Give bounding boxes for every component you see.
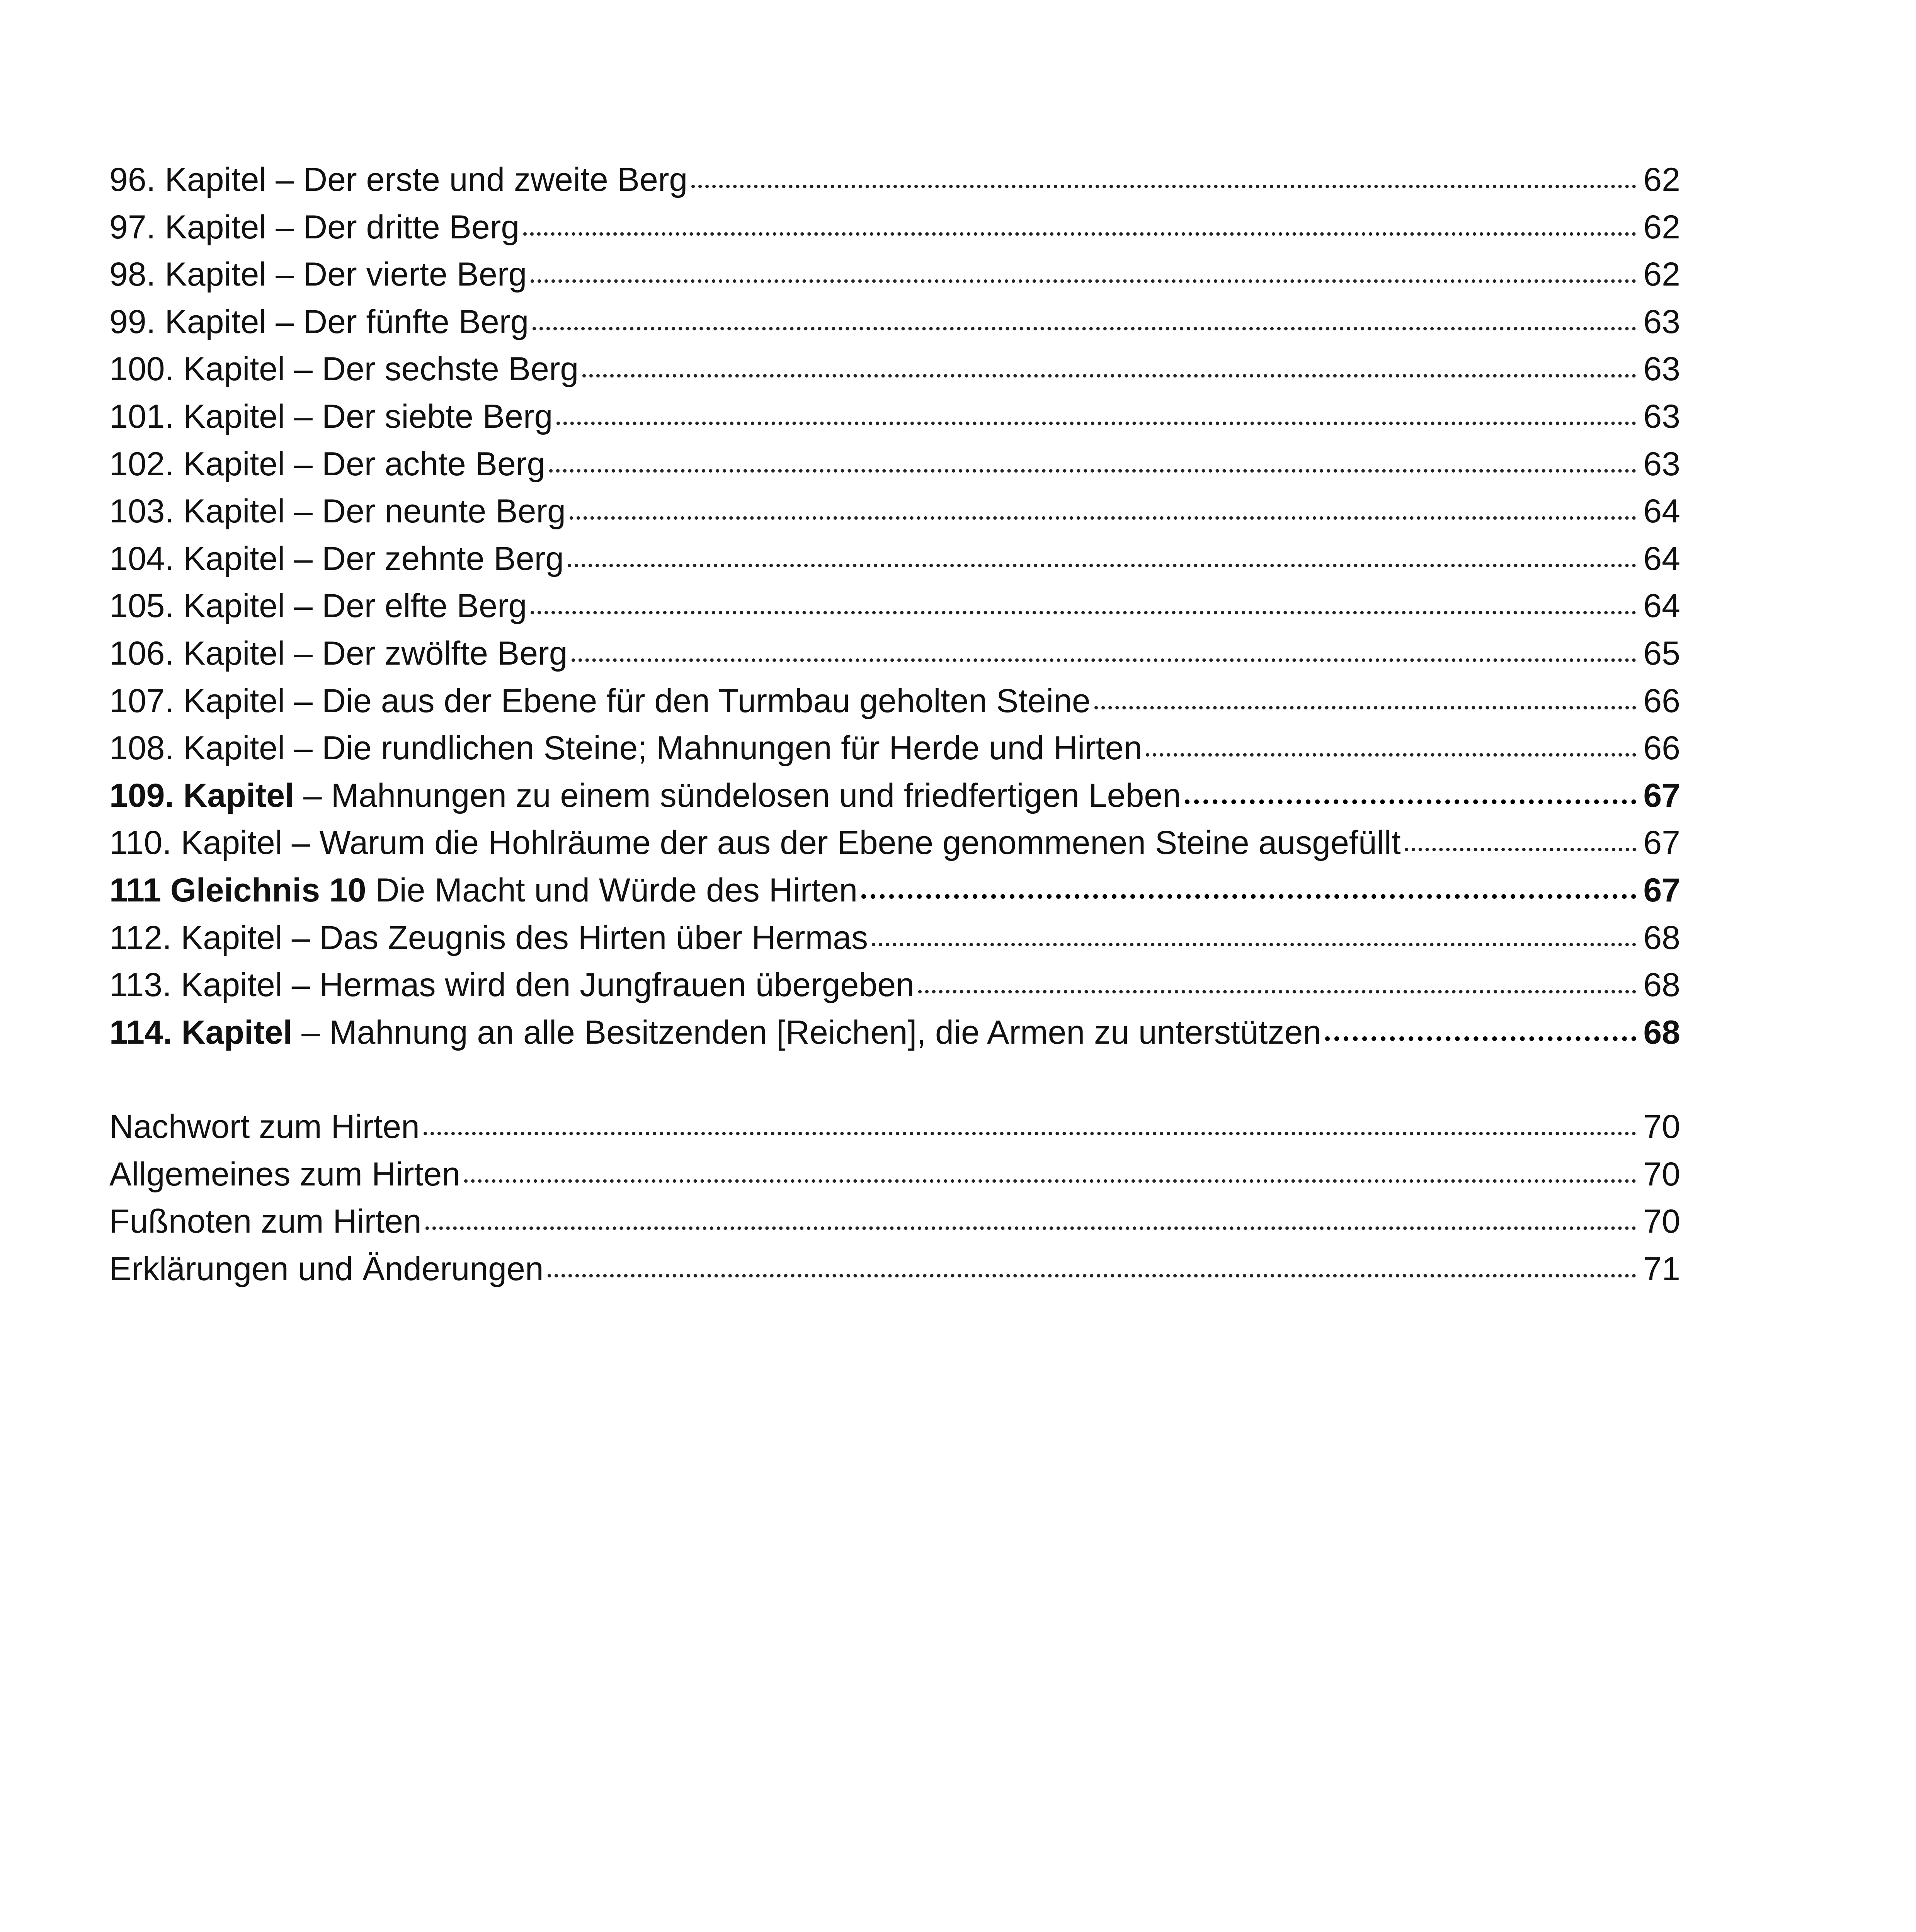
toc-entry-page-number: 68 [1643, 1014, 1680, 1051]
toc-entry-text: 112. Kapitel – Das Zeugnis des Hirten über Hermas [109, 919, 868, 956]
toc-entry-text: – Mahnungen zu einem sündelosen und friedfertigen Leben [294, 777, 1181, 814]
toc-entry-page-number: 66 [1643, 682, 1680, 719]
toc-entry-title [109, 393, 553, 440]
toc-entry-page-number: 65 [1643, 634, 1680, 672]
toc-entry-page-number: 70 [1643, 1155, 1680, 1193]
toc-entry[interactable] [109, 1103, 1680, 1151]
toc-entry-page-number: 67 [1643, 824, 1680, 862]
toc-entry[interactable] [109, 298, 1680, 346]
toc-dot-leader [570, 516, 1636, 520]
toc-entry[interactable] [109, 156, 1680, 204]
toc-entry-title [109, 440, 545, 488]
toc-dot-leader [464, 1179, 1636, 1183]
toc-entry-bold-label: 111 Gleichnis 10 [109, 871, 366, 909]
toc-entry[interactable] [109, 440, 1680, 488]
toc-entry[interactable] [109, 772, 1680, 820]
toc-dot-leader [918, 990, 1636, 993]
toc-entry[interactable] [109, 724, 1680, 772]
toc-entry-title [109, 867, 858, 914]
toc-entry-text: Erklärungen und Änderungen [109, 1250, 544, 1288]
toc-entry-text: 110. Kapitel – Warum die Hohlräume der aus der Ebene genommenen Steine ausgefüllt [109, 824, 1401, 862]
toc-entry-title [109, 914, 868, 962]
toc-entry-page-number: 62 [1643, 208, 1680, 246]
toc-entry[interactable] [109, 204, 1680, 251]
toc-entry-page-number: 67 [1643, 777, 1680, 814]
toc-entry[interactable] [109, 488, 1680, 535]
toc-dot-leader [1405, 848, 1636, 851]
toc-entry-bold-label: 114. Kapitel [109, 1014, 293, 1051]
toc-entry-text: 107. Kapitel – Die aus der Ebene für den Turmbau geholten Steine [109, 682, 1091, 719]
toc-entry-title [109, 772, 1181, 820]
toc-entry-text: 101. Kapitel – Der siebte Berg [109, 398, 553, 435]
toc-entry-text: 98. Kapitel – Der vierte Berg [109, 256, 527, 293]
toc-dot-leader [572, 658, 1636, 662]
toc-entry-bold-label: 109. Kapitel [109, 777, 294, 814]
toc-entry-title [109, 156, 687, 204]
toc-entry-title [109, 582, 527, 630]
toc-entry[interactable] [109, 1009, 1680, 1056]
toc-entry-page-number: 71 [1643, 1250, 1680, 1288]
toc-entry-title [109, 535, 564, 583]
toc-entry-title [109, 251, 527, 298]
toc-entry[interactable] [109, 1198, 1680, 1245]
toc-dot-leader [582, 374, 1636, 378]
toc-entry-page-number: 64 [1643, 493, 1680, 530]
toc-entry-title [109, 1151, 460, 1198]
toc-dot-leader [533, 327, 1636, 330]
toc-entry-title [109, 724, 1142, 772]
toc-entry[interactable] [109, 914, 1680, 962]
toc-dot-leader [861, 894, 1636, 899]
toc-entry[interactable] [109, 630, 1680, 677]
toc-entry-title [109, 1103, 420, 1151]
toc-entry-title [109, 961, 914, 1009]
toc-entry-title [109, 677, 1091, 725]
toc-dot-leader [523, 232, 1636, 236]
toc-entry-page-number: 67 [1643, 871, 1680, 909]
toc-dot-leader [556, 422, 1636, 425]
toc-entry-text: 108. Kapitel – Die rundlichen Steine; Mahnungen für Herde und Hirten [109, 730, 1142, 767]
toc-entry-text: Die Macht und Würde des Hirten [366, 871, 858, 909]
toc-entry-title [109, 819, 1401, 867]
toc-dot-leader [531, 611, 1636, 614]
toc-entry[interactable] [109, 251, 1680, 298]
toc-entry-page-number: 63 [1643, 350, 1680, 388]
toc-entry[interactable] [109, 677, 1680, 725]
toc-dot-leader [691, 185, 1636, 188]
toc-entry-page-number: 62 [1643, 161, 1680, 198]
toc-entry[interactable] [109, 867, 1680, 914]
toc-entry-text: Nachwort zum Hirten [109, 1108, 420, 1146]
toc-entry-title [109, 298, 529, 346]
toc-dot-leader [1094, 706, 1636, 709]
toc-entry-text: 103. Kapitel – Der neunte Berg [109, 493, 566, 530]
toc-entry-title [109, 1245, 544, 1293]
toc-entry-title [109, 630, 568, 677]
toc-entry[interactable] [109, 393, 1680, 440]
toc-dot-leader [872, 943, 1636, 946]
toc-dot-leader [425, 1226, 1636, 1230]
toc-entry-text: 104. Kapitel – Der zehnte Berg [109, 540, 564, 577]
toc-entry-text: 102. Kapitel – Der achte Berg [109, 445, 546, 483]
toc-entry-text: 113. Kapitel – Hermas wird den Jungfrauen übergeben [109, 966, 914, 1004]
toc-entry-page-number: 68 [1643, 919, 1680, 956]
toc-entry-text: Allgemeines zum Hirten [109, 1155, 461, 1193]
toc-entry-page-number: 68 [1643, 966, 1680, 1004]
toc-chapters-group [109, 156, 1680, 1056]
toc-entry-text: 99. Kapitel – Der fünfte Berg [109, 303, 529, 340]
toc-entry[interactable] [109, 582, 1680, 630]
toc-entry[interactable] [109, 819, 1680, 867]
toc-entry[interactable] [109, 345, 1680, 393]
toc-entry[interactable] [109, 961, 1680, 1009]
toc-dot-leader [424, 1132, 1636, 1135]
toc-entry-page-number: 70 [1643, 1108, 1680, 1146]
toc-entry-page-number: 66 [1643, 730, 1680, 767]
toc-entry-text: 105. Kapitel – Der elfte Berg [109, 587, 527, 625]
toc-entry-text: 100. Kapitel – Der sechste Berg [109, 350, 579, 388]
toc-entry-title [109, 204, 519, 251]
toc-dot-leader [548, 1274, 1636, 1277]
toc-entry-title [109, 345, 579, 393]
toc-dot-leader [549, 469, 1636, 473]
toc-entry-title [109, 1198, 422, 1245]
toc-dot-leader [531, 279, 1636, 283]
toc-dot-leader [1325, 1036, 1636, 1041]
toc-entry-page-number: 70 [1643, 1203, 1680, 1240]
toc-entry-page-number: 62 [1643, 256, 1680, 293]
toc-entry-text: 106. Kapitel – Der zwölfte Berg [109, 634, 568, 672]
table-of-contents [109, 156, 1680, 1293]
toc-entry[interactable] [109, 535, 1680, 583]
toc-entry-title [109, 488, 566, 535]
toc-dot-leader [568, 564, 1636, 567]
toc-entry-text: 97. Kapitel – Der dritte Berg [109, 208, 520, 246]
toc-entry-text: Fußnoten zum Hirten [109, 1203, 422, 1240]
toc-dot-leader [1185, 799, 1636, 804]
toc-entry-page-number: 63 [1643, 398, 1680, 435]
toc-entry-text: – Mahnung an alle Besitzenden [Reichen], die Armen zu unterstützen [292, 1014, 1322, 1051]
toc-entry-page-number: 64 [1643, 540, 1680, 577]
toc-entry-title [109, 1009, 1321, 1056]
toc-appendix-group [109, 1103, 1680, 1293]
toc-entry-text: 96. Kapitel – Der erste und zweite Berg [109, 161, 688, 198]
toc-entry[interactable] [109, 1151, 1680, 1198]
toc-entry[interactable] [109, 1245, 1680, 1293]
toc-entry-page-number: 64 [1643, 587, 1680, 625]
toc-entry-page-number: 63 [1643, 445, 1680, 483]
toc-entry-page-number: 63 [1643, 303, 1680, 340]
toc-dot-leader [1146, 753, 1636, 757]
